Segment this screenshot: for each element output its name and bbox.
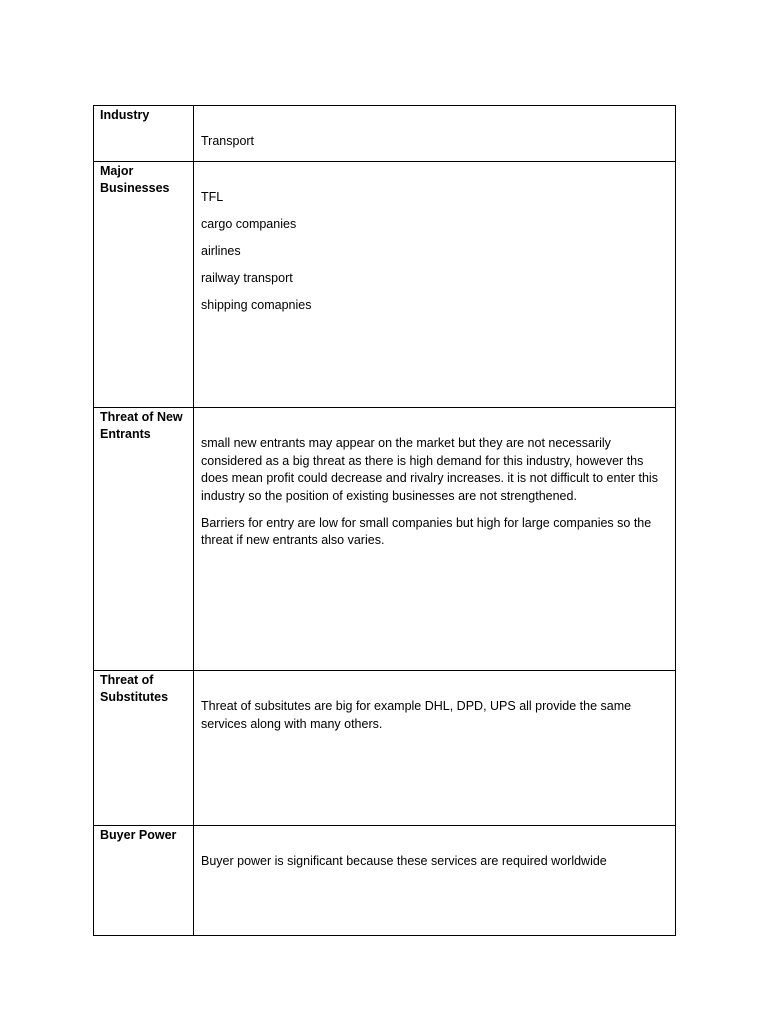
five-forces-table [93,105,676,936]
list-item: airlines [201,244,241,258]
row-label-text: Threat of Substitutes [100,673,169,704]
paragraph: Buyer power is significant because these services are required worldwide [201,854,607,868]
row-label-text: Major Businesses [100,164,170,195]
table-row-industry [94,106,676,162]
table-row-threat-new-entrants [94,408,676,671]
paragraph: Threat of subsitutes are big for example DHL, DPD, UPS all provide the same services along with many others. [201,699,632,731]
row-label-text: Industry [100,108,150,122]
row-value-threat-new-entrants [194,408,676,671]
row-label-major-businesses [94,162,194,408]
table-row-threat-substitutes [94,671,676,826]
paragraph: small new entrants may appear on the market but they are not necessarily considered as a big threat as there is high demand for this industry, however ths does mean profit could decrease and rivalry increases. it is not difficult to enter this industry so the position of existing businesses are not strengthened. [201,436,658,503]
row-label-buyer-power [94,826,194,936]
list-item: railway transport [201,271,293,285]
list-item: TFL [201,190,224,204]
row-value-text: Transport [201,134,255,148]
row-label-text: Buyer Power [100,828,177,842]
row-value-industry [194,106,676,162]
row-label-industry [94,106,194,162]
row-label-threat-new-entrants [94,408,194,671]
list-item: cargo companies [201,217,297,231]
row-value-threat-substitutes [194,671,676,826]
row-label-threat-substitutes [94,671,194,826]
list-item: shipping comapnies [201,298,312,312]
table-row-major-businesses [94,162,676,408]
row-value-buyer-power [194,826,676,936]
paragraph: Barriers for entry are low for small companies but high for large companies so the threat if new entrants also varies. [201,515,652,547]
row-value-major-businesses [194,162,676,408]
table-row-buyer-power [94,826,676,936]
row-label-text: Threat of New Entrants [100,410,183,441]
